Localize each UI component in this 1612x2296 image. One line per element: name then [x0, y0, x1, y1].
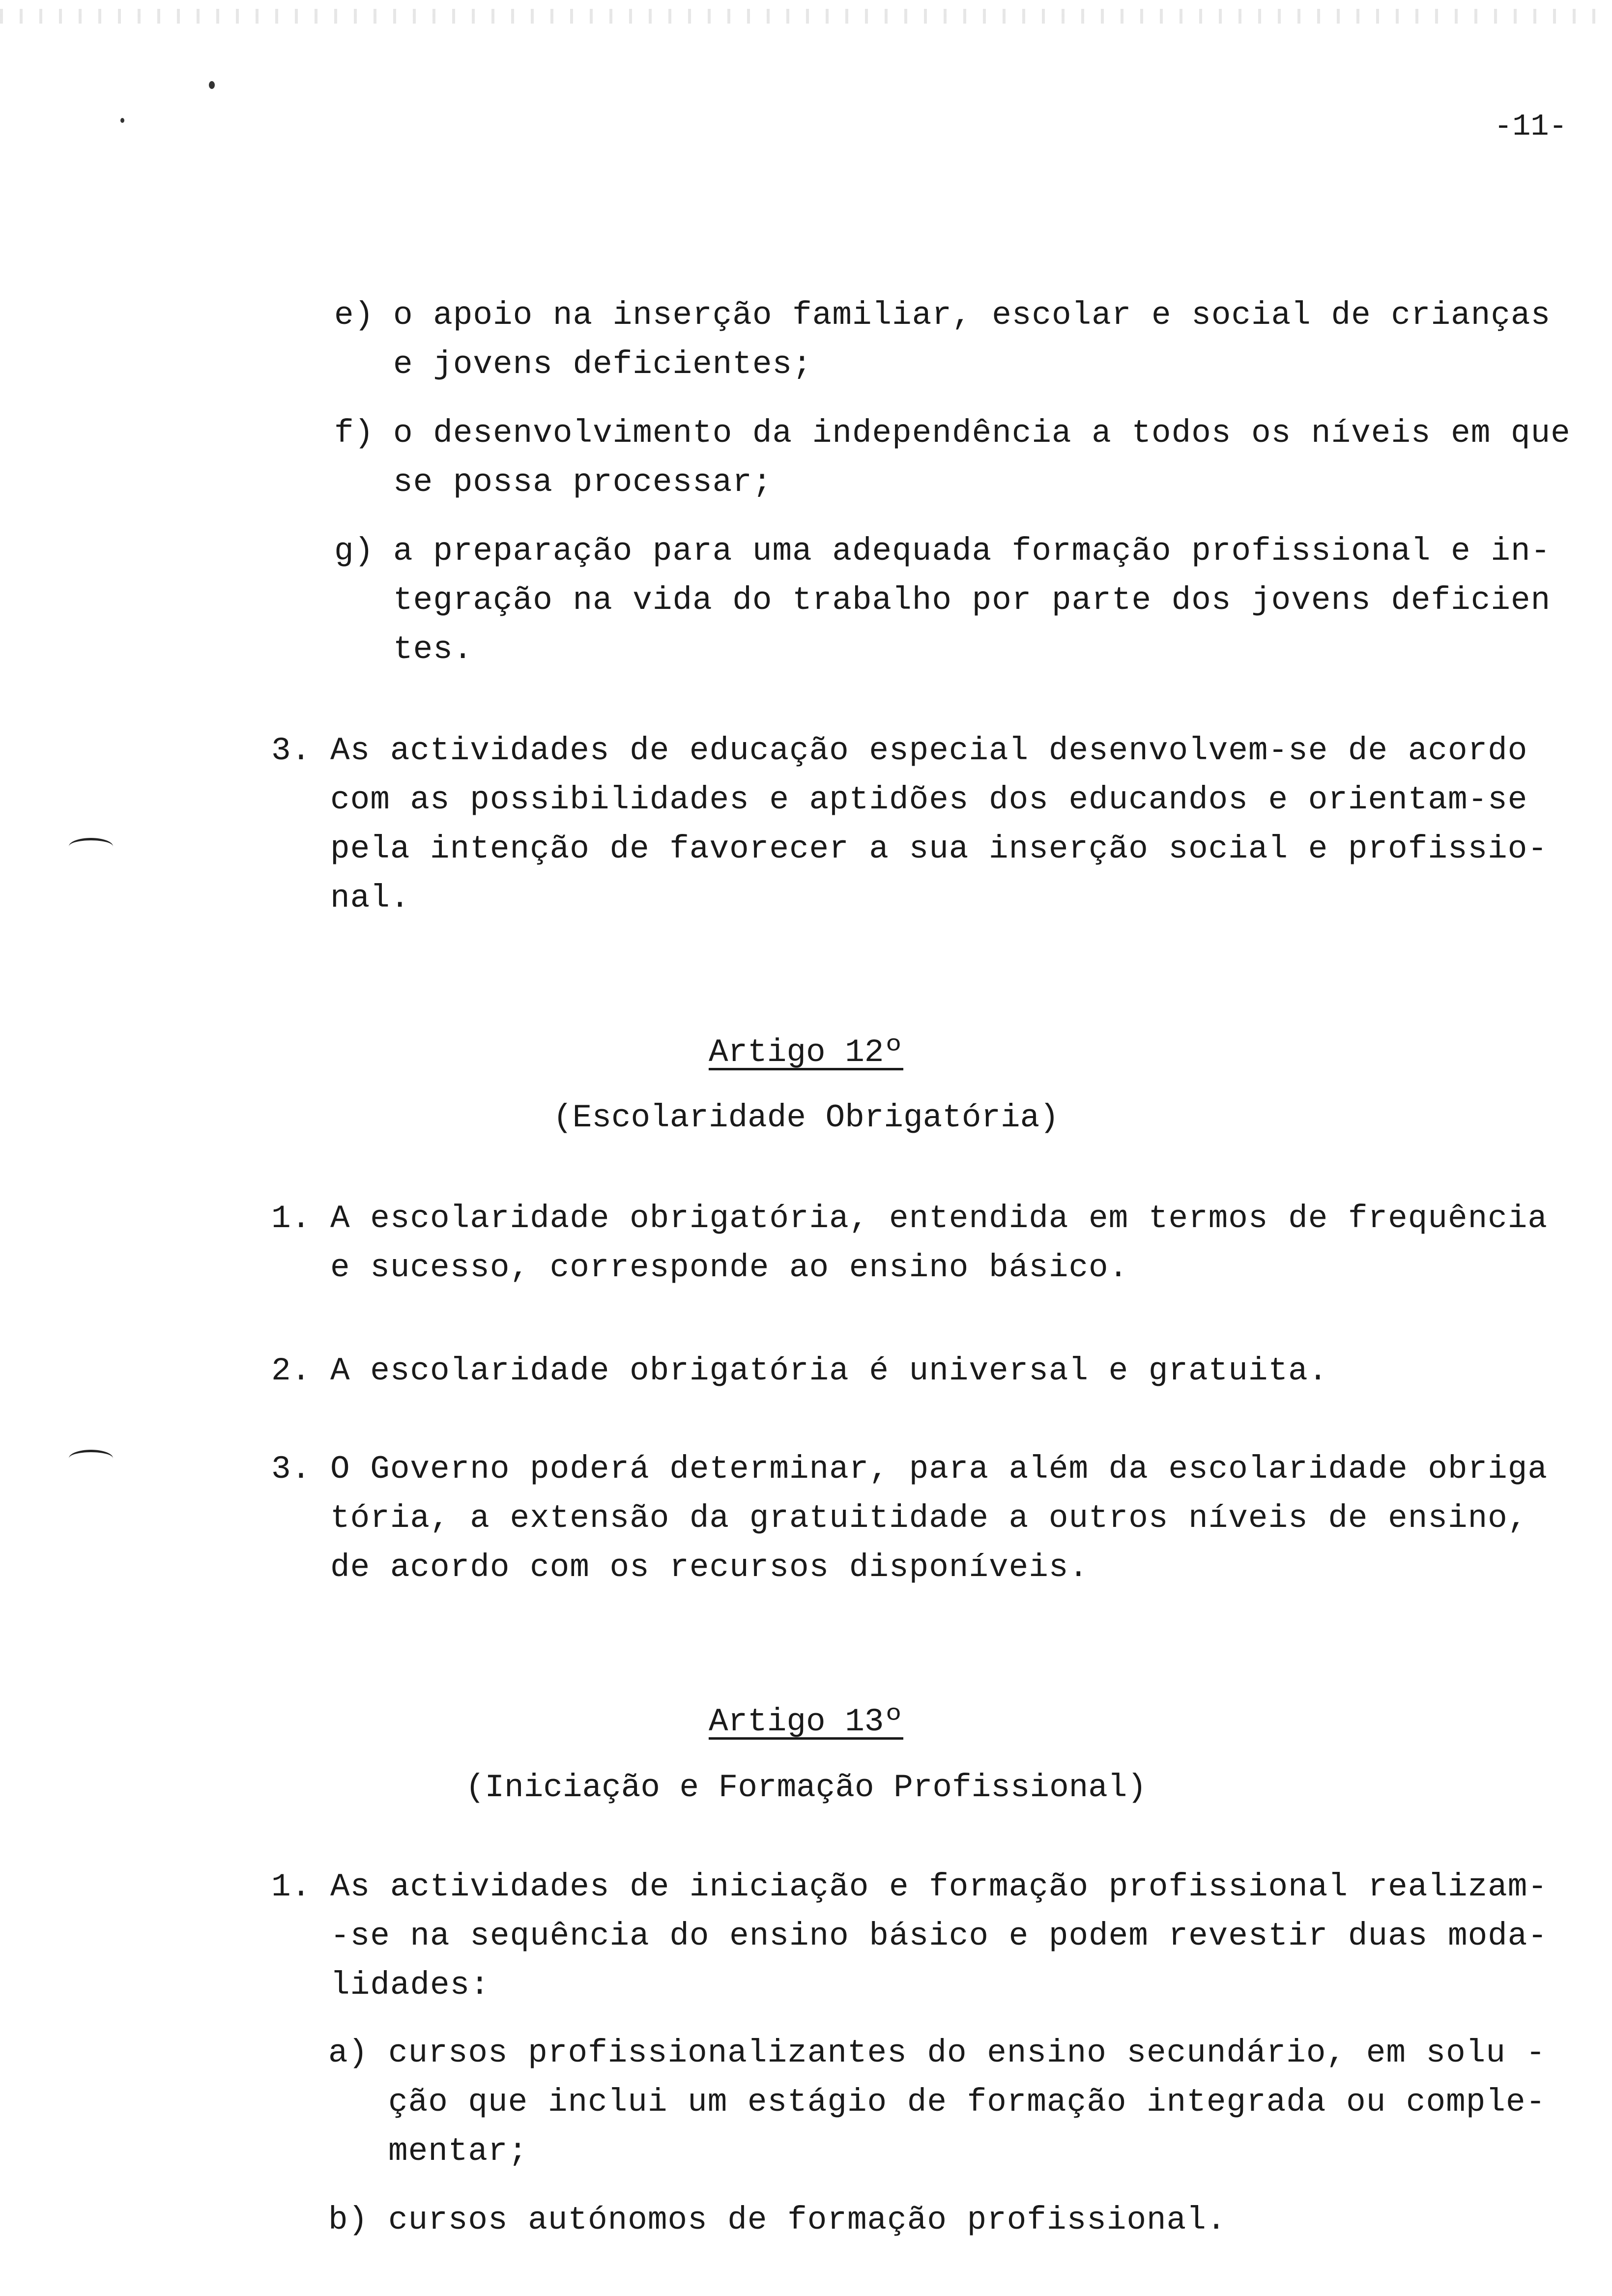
art13-a-label: a): [328, 2035, 369, 2071]
item-f-label: f): [334, 415, 374, 452]
art12-p3-line2: tória, a extensão da gratuitidade a outros níveis de ensino,: [330, 1500, 1528, 1537]
art13-b-label: b): [328, 2202, 369, 2239]
art12-p1-line1: A escolaridade obrigatória, entendida em termos de frequência: [330, 1200, 1548, 1237]
art12-p1-label: 1.: [271, 1200, 312, 1237]
punch-mark: [69, 1450, 113, 1467]
art13-a-line2: ção que inclui um estágio de formação integrada ou comple-: [388, 2084, 1546, 2121]
art12-p3-label: 3.: [271, 1451, 312, 1488]
para3-line2: com as possibilidades e aptidões dos educandos e orientam-se: [330, 781, 1528, 818]
scan-noise: [0, 9, 1612, 24]
item-e-line1: o apoio na inserção familiar, escolar e social de crianças: [393, 297, 1551, 334]
scan-speck: [120, 118, 124, 123]
scan-speck: [209, 81, 215, 89]
page-number: -11-: [1494, 109, 1567, 144]
item-g-label: g): [334, 533, 374, 570]
art12-p2-label: 2.: [271, 1352, 312, 1389]
item-f-line2: se possa processar;: [393, 464, 773, 501]
para3-label: 3.: [271, 732, 312, 769]
art13-subtitle: (Iniciação e Formação Profissional): [465, 1769, 1147, 1806]
item-f-line1: o desenvolvimento da independência a todos os níveis em que: [393, 415, 1571, 452]
punch-mark: [69, 838, 113, 855]
art12-p3-line1: O Governo poderá determinar, para além da escolaridade obriga: [330, 1451, 1548, 1488]
art12-subtitle: (Escolaridade Obrigatória): [553, 1099, 1059, 1136]
art13-b-line1: cursos autónomos de formação profissional.: [388, 2202, 1227, 2239]
art13-p1-line1: As actividades de iniciação e formação profissional realizam-: [330, 1868, 1548, 1905]
art12-p2-line1: A escolaridade obrigatória é universal e gratuita.: [330, 1352, 1328, 1389]
item-e-label: e): [334, 297, 374, 334]
item-e-line2: e jovens deficientes;: [393, 346, 812, 383]
art13-p1-label: 1.: [271, 1868, 312, 1905]
art13-a-line1: cursos profissionalizantes do ensino secundário, em solu -: [388, 2035, 1546, 2071]
item-g-line2: tegração na vida do trabalho por parte dos jovens deficien: [393, 582, 1551, 619]
art12-p1-line2: e sucesso, corresponde ao ensino básico.: [330, 1249, 1129, 1286]
para3-line3: pela intenção de favorecer a sua inserção social e profissio-: [330, 831, 1548, 867]
art12-title: Artigo 12º: [708, 1034, 904, 1071]
para3-line4: nal.: [330, 880, 410, 917]
para3-line1: As actividades de educação especial desenvolvem-se de acordo: [330, 732, 1528, 769]
art13-title: Artigo 13º: [708, 1703, 904, 1740]
item-g-line3: tes.: [393, 631, 473, 668]
item-g-line1: a preparação para uma adequada formação profissional e in-: [393, 533, 1551, 570]
art12-p3-line3: de acordo com os recursos disponíveis.: [330, 1549, 1089, 1586]
art13-p1-line2: -se na sequência do ensino básico e podem revestir duas moda-: [330, 1918, 1548, 1954]
art13-a-line3: mentar;: [388, 2133, 528, 2170]
art13-p1-line3: lidades:: [330, 1967, 490, 2004]
